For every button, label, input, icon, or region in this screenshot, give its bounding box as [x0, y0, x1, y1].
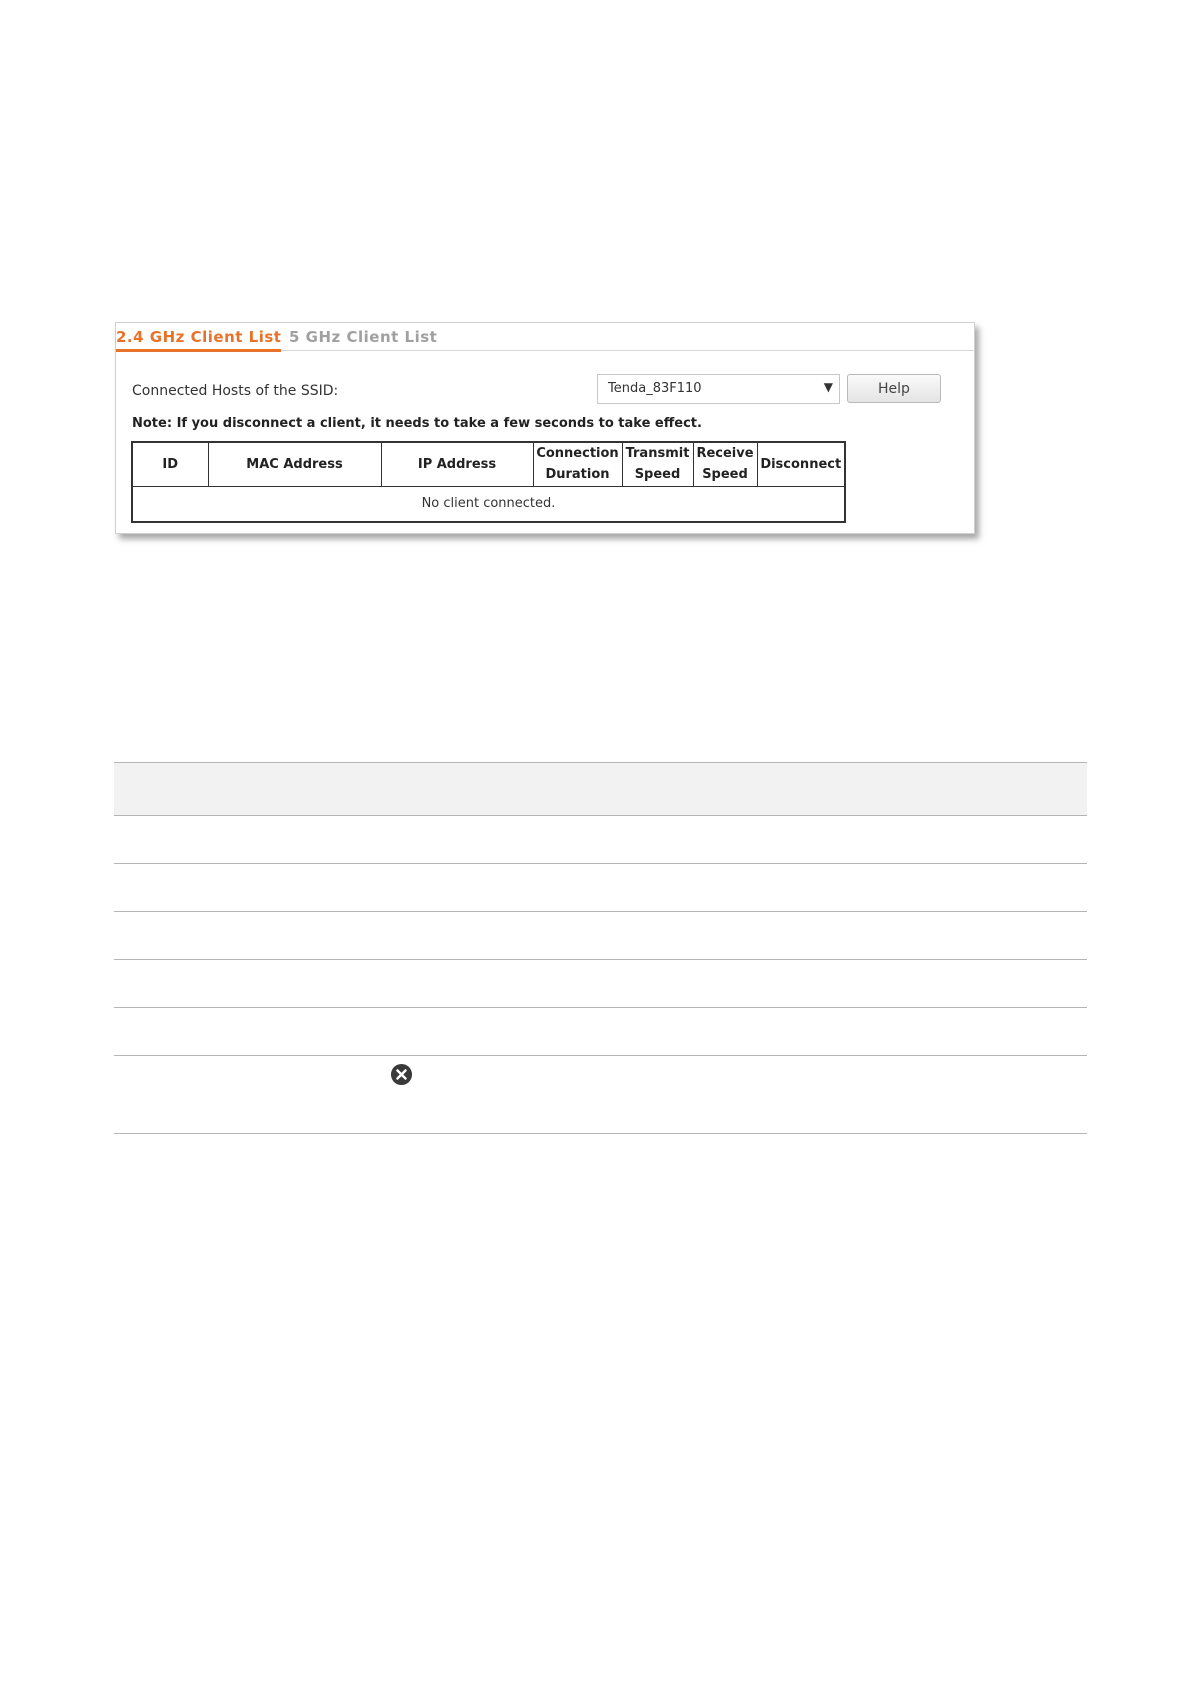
column-header-transmit-speed: Transmit Speed	[622, 442, 693, 486]
help-button[interactable]: Help	[847, 374, 941, 403]
column-header-receive-speed: Receive Speed	[693, 442, 757, 486]
client-list-panel	[115, 322, 975, 534]
disconnect-note: Note: If you disconnect a client, it needs to take a few seconds to take effect.	[132, 416, 702, 431]
client-table	[131, 441, 846, 523]
table-header-row	[132, 442, 845, 486]
document-table	[114, 762, 1087, 1134]
document-table-row	[114, 1056, 1087, 1134]
document-table-row	[114, 864, 1087, 912]
document-table-row	[114, 816, 1087, 864]
document-table-header	[114, 762, 1087, 816]
document-table-row	[114, 1008, 1087, 1056]
document-table-row	[114, 960, 1087, 1008]
ssid-select[interactable]	[597, 374, 840, 404]
column-header-disconnect: Disconnect	[757, 442, 845, 486]
tab-bar	[116, 323, 974, 351]
tab-5ghz-client-list[interactable]: 5 GHz Client List	[289, 328, 438, 346]
column-header-ip-address: IP Address	[381, 442, 533, 486]
table-row	[132, 486, 845, 522]
column-header-id: ID	[132, 442, 208, 486]
column-header-mac-address: MAC Address	[208, 442, 381, 486]
ssid-select-value: Tenda_83F110	[608, 381, 702, 396]
chevron-down-icon: ▼	[823, 380, 833, 394]
empty-message: No client connected.	[132, 486, 845, 522]
circle-x-icon	[390, 1063, 413, 1086]
tab-2-4ghz-client-list[interactable]: 2.4 GHz Client List	[116, 328, 281, 352]
ssid-label: Connected Hosts of the SSID:	[132, 383, 339, 399]
column-header-connection-duration: Connection Duration	[533, 442, 622, 486]
document-table-row	[114, 912, 1087, 960]
